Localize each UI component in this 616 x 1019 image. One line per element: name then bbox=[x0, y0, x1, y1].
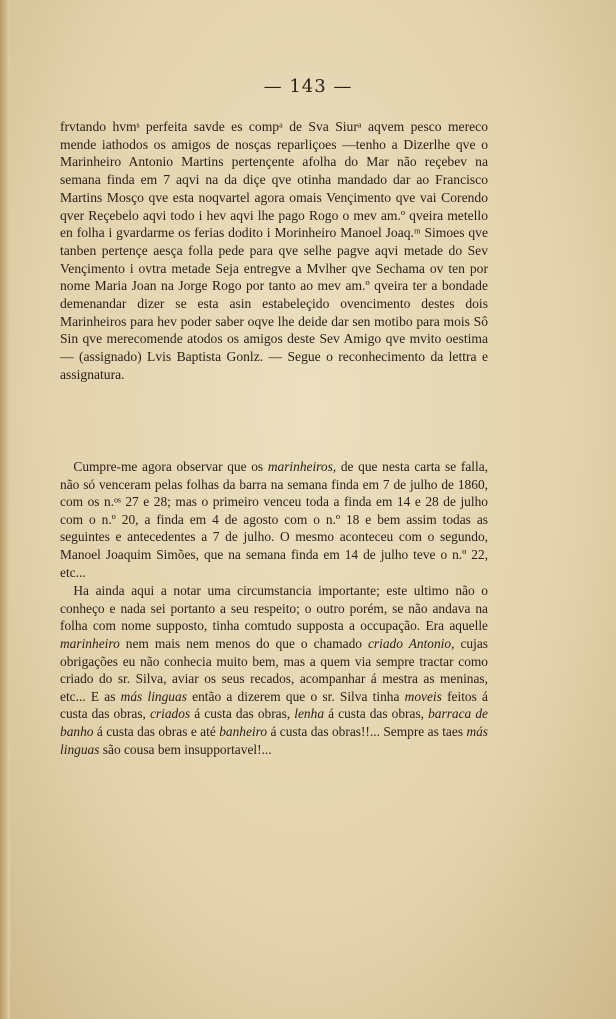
p2-j: criados bbox=[149, 706, 191, 722]
paragraph-1-emphasis: marinheiros, bbox=[267, 459, 337, 474]
p2-k: á custa das obras, bbox=[190, 706, 295, 722]
p2-q: á custa das obras!!... Sempre as taes bbox=[267, 723, 467, 739]
p2-a: Ha ainda aqui a notar uma circumstancia importante; este ultimo não o conheço e nada sei portanto a seu respeito; o outro porém, se não andava na folha com nome supposto, tinha comtudo supposta a occupação. Era aquelle bbox=[60, 583, 488, 634]
p2-n: barraca de banho bbox=[60, 706, 488, 739]
p2-e: cujas obrigações eu não conhecia muito bem, mas a quem via sempre tractar como criado do sr. Silva, aviar os seus recados, acompanhar á mestra as meninas, etc... E as bbox=[60, 635, 488, 704]
p2-m: á custa das obras, bbox=[324, 706, 429, 722]
quoted-letter bbox=[60, 118, 488, 384]
p2-c: nem mais nem menos do que o chamado bbox=[119, 635, 368, 651]
p2-o: á custa das obras e até bbox=[93, 723, 220, 739]
p2-i: feitos á custa das obras, bbox=[60, 688, 488, 722]
p2-h: moveis bbox=[404, 688, 442, 704]
body-text bbox=[60, 458, 488, 759]
p2-s: são cousa bem insupportavel!... bbox=[99, 741, 272, 757]
p2-p: banheiro bbox=[219, 723, 268, 739]
p2-g: então a dizerem que o sr. Silva tinha bbox=[186, 688, 405, 704]
paragraph-2 bbox=[60, 582, 488, 758]
paragraph-1-text-a: Cumpre-me agora observar que os bbox=[73, 459, 268, 474]
paragraph-1-text-c: de que nesta carta se falla, não só venceram pelas folhas da barra na semana finda em 7 de julho de 1860, com os n.ᵒˢ 27 e 28; mas o primeiro venceu toda a finda em 14 e 28 de julho com o n.º 20, a finda em 4 de agosto com o n.º 18 e bem assim todas as seguintes e antecedentes a 7 de julho. O mesmo aconteceu com o segundo, Manoel Joaquim Simões, que na semana finda em 14 de julho teve o n.º 22, etc... bbox=[60, 459, 489, 580]
quoted-letter-text: frvtando hvmˢ perfeita savde es compᵃ de Sva Siurᵃ aqvem pesco mereco mende iathodos os amigos de nosças reparliçoes —tenho a Dizerlhe qve o Marinheiro Antonio Martins pertençente afolha do Mar não reçebev na semana finda em 7 aqvi na da diçe qve otinha mandado dar ao Francisco Martins Mosço qve esta noqvartel agora omais Vençimento qve vai Corendo qver Reçebelo aqvi todo i hev aqvi lhe pago Rogo o mev am.º qveira metello en folha i gvardarme os ferias dodito i Morinheiro Manoel Joaq.ᵐ Simoes qve tanben pertençe aesça folla pede para qve selhe pagve aqvi metade do Sev Vençimento i ovtra metade Seja entregve a Mvlher qve Sechama ov ten por nome Maria Joan na Jorge Rogo por tanto ao mev am.º qveira ter a bondade demenandar dizer se esta asin estabeleçido ovencimento destes dois Marinheiros para hev poder saber oqve lhe deide dar sen motibo para mois Sô Sin qve merecomende atodos os amigos deste Sev Amigo qve mvito oestima — (assignado) Lvis Baptista Gonlz. — Segue o reconhecimento da lettra e assignatura. bbox=[60, 119, 488, 382]
p2-d: criado Antonio, bbox=[367, 635, 455, 651]
p2-b: marinheiro bbox=[60, 635, 120, 651]
paragraph-1 bbox=[60, 458, 488, 581]
p2-r: más linguas bbox=[60, 723, 489, 757]
page-edge bbox=[0, 0, 10, 1019]
p2-l: lenha bbox=[294, 706, 325, 722]
p2-f: más linguas bbox=[120, 688, 187, 704]
page-number: — 143 — bbox=[263, 76, 353, 97]
